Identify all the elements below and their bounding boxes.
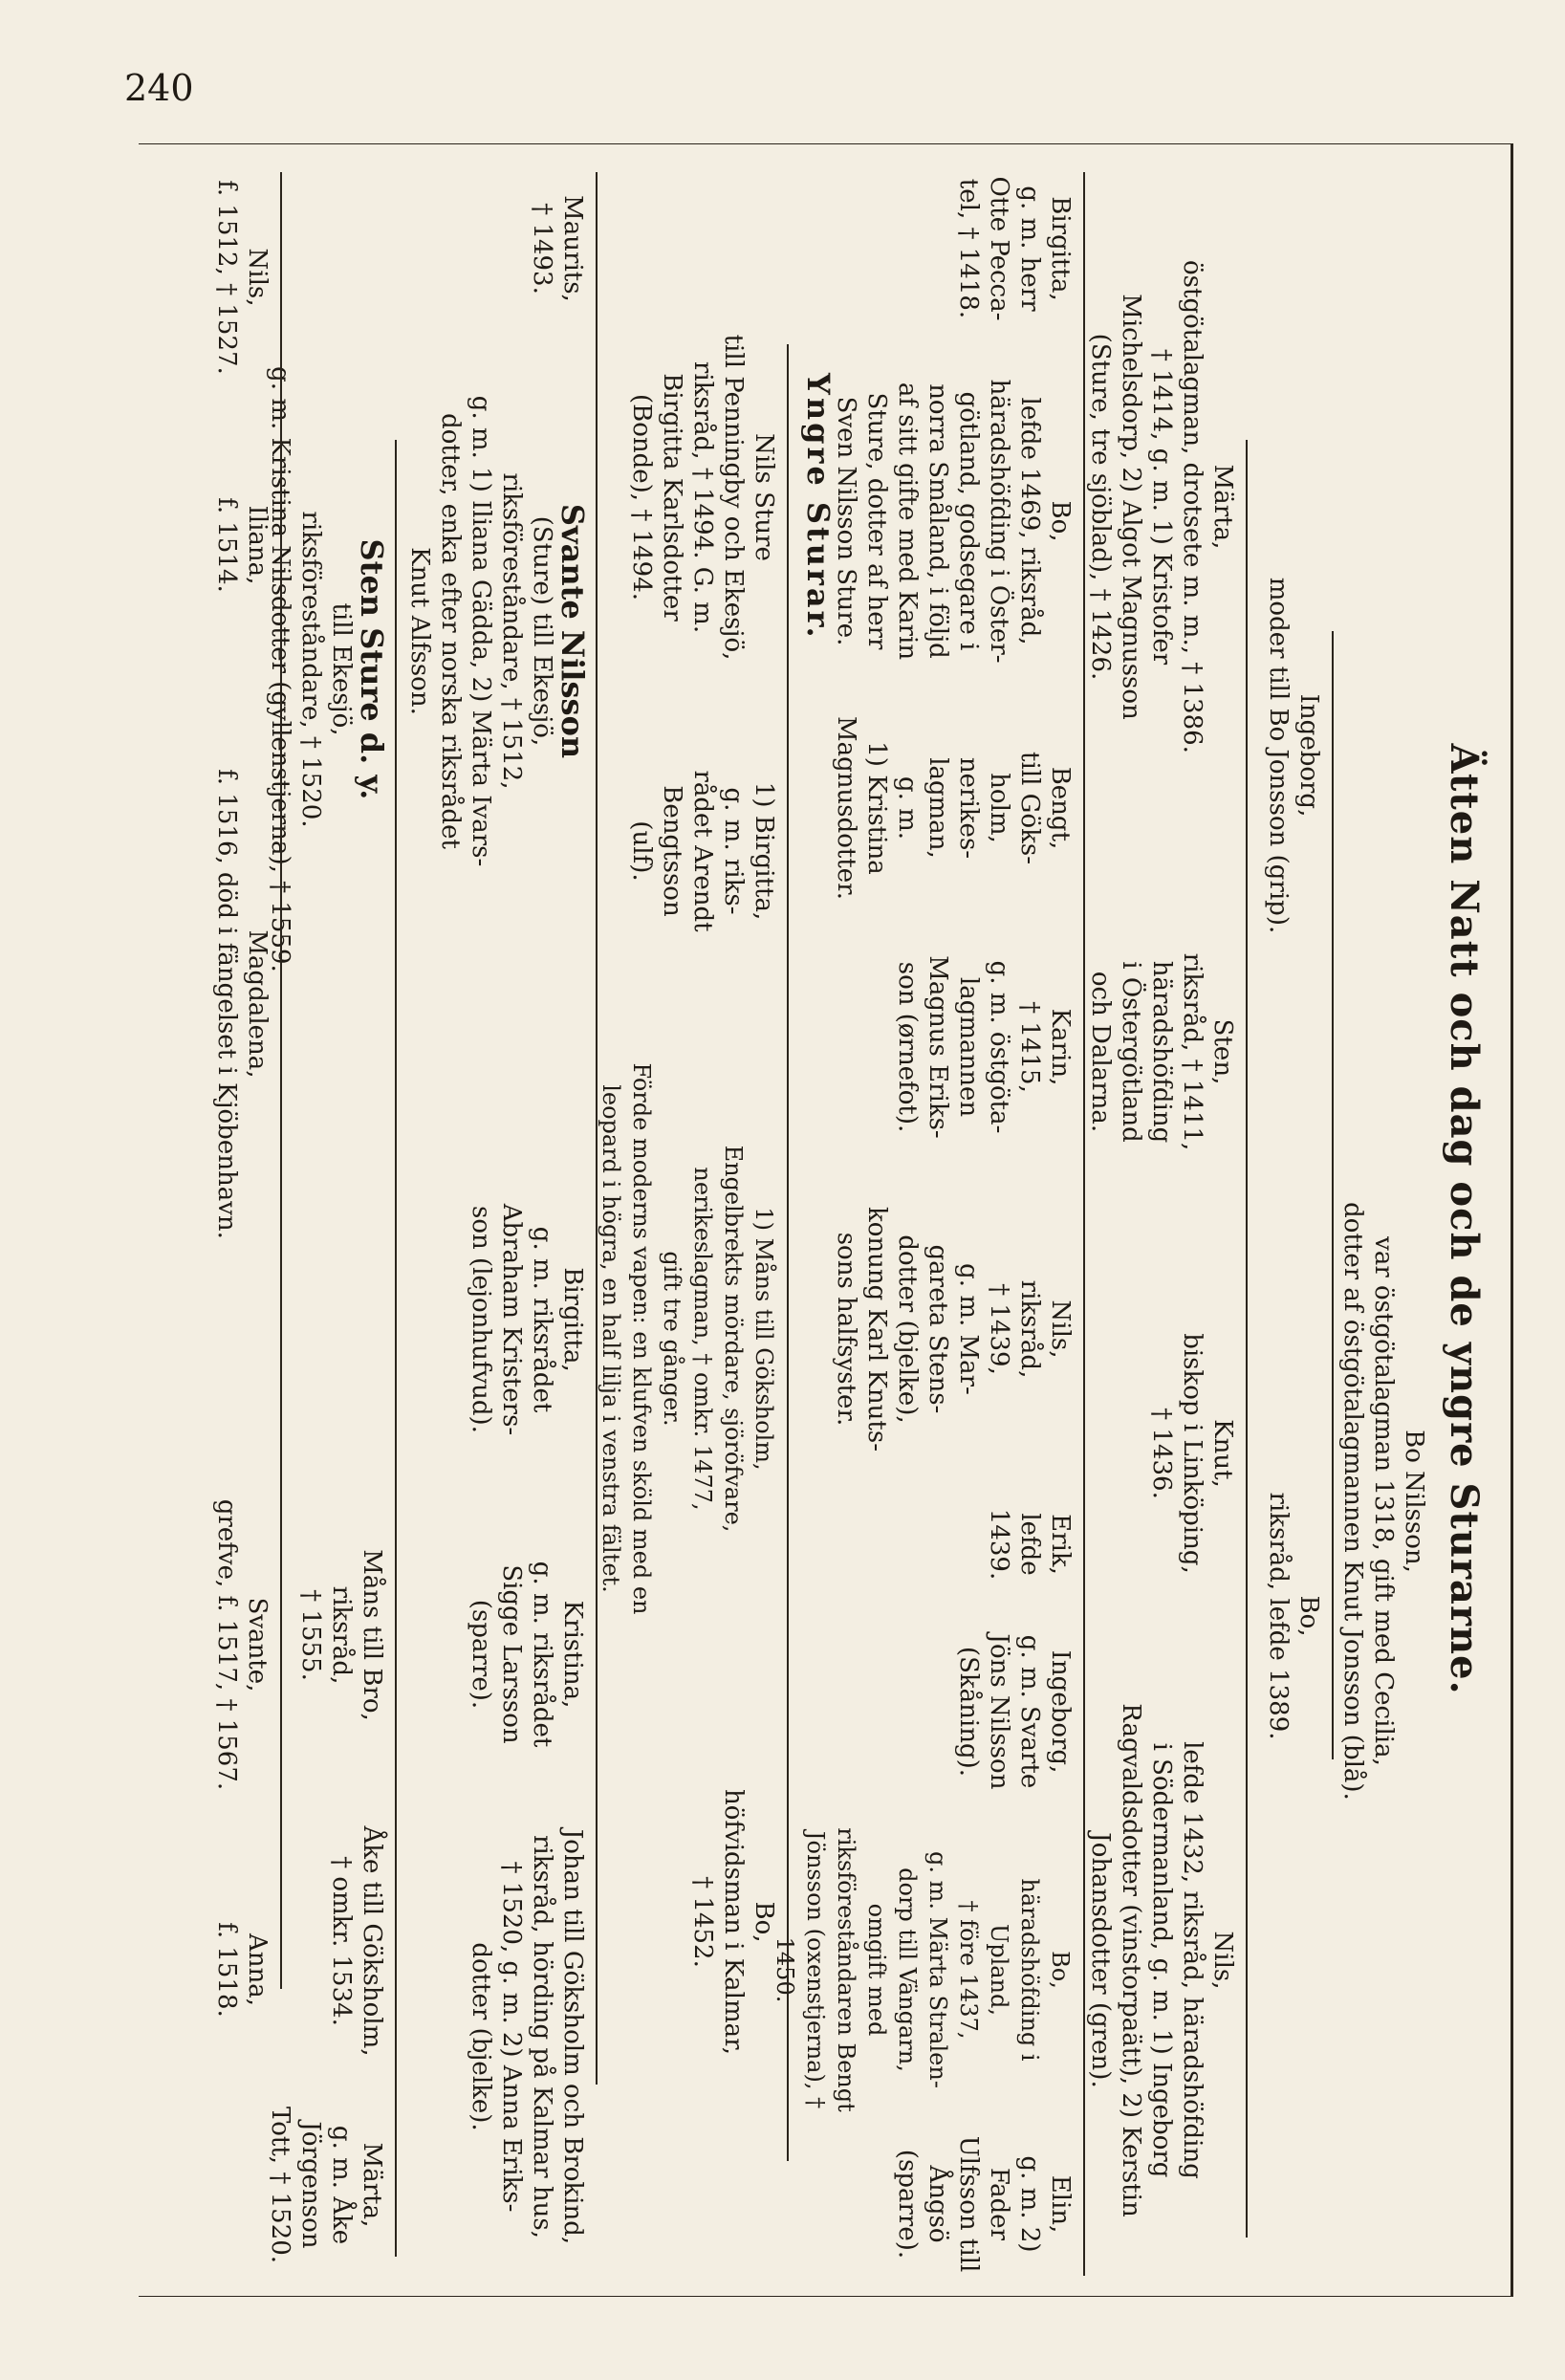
gen7-ake <box>326 1798 387 2085</box>
gen8-desc: f. 1516, död i fängelset i Kjöbenhavn. <box>212 769 241 1239</box>
gen2-ingeborg <box>1263 469 1324 1042</box>
gen5-desc: Engelbrekts mördare, sjöröfvare, nerikeslagman, † omkr. 1477, gift tre gånger. Förde moderns vapen: en klufven sköld med en leopard i högra, en half lilja i venstra fältet. <box>598 1062 747 1615</box>
gen7-connector <box>280 172 282 1989</box>
gen6-kristina <box>466 1511 588 1798</box>
gen4-name: Bo, <box>1047 1951 1074 1989</box>
gen3-name: Knut, <box>1208 1419 1237 1488</box>
gen6-name: Svante Nilsson <box>554 503 591 759</box>
gen4-karin <box>892 918 1076 1176</box>
gen3-knut <box>1146 1253 1238 1654</box>
gen4-desc: † 1415, g. m. östgöta- lagmannen Magnus Eriks- son (ørnefot). <box>893 955 1044 1139</box>
gen6-desc: † 1493. <box>528 203 556 295</box>
gen5-nils-sture <box>626 306 779 688</box>
gen6-name: Birgitta, <box>558 1267 587 1372</box>
gen6-birgitta <box>466 1147 588 1492</box>
gen4-name: Bo, <box>1046 500 1075 542</box>
gen7-desc: till Ekesjö, riksföreståndare, † 1520. g. m. Kristina Nilsdotter (gyllenstjerna), † 1559. <box>266 366 356 972</box>
gen7-name: Märta, <box>358 2142 386 2228</box>
gen5-name: Nils Sture <box>750 433 778 561</box>
gen6-desc: g. m. riksrådet Abraham Kristers- son (lejonhufvud). <box>467 1203 556 1436</box>
gen3-nils <box>1085 1645 1238 2276</box>
gen8-desc: f. 1512, † 1527. <box>212 180 241 375</box>
gen2-desc: moder till Bo Jonsson (grip). <box>1264 577 1293 934</box>
gen3-name: Nils, <box>1208 1931 1237 1990</box>
gen3-desc: biskop i Linköping, † 1436. <box>1147 1333 1206 1574</box>
gen7-name: Måns till Bro, <box>358 1549 386 1721</box>
root-connector <box>1332 631 1334 1759</box>
gen3-connector <box>1083 172 1085 2276</box>
gen3-name: Sten, <box>1208 1018 1237 1085</box>
gen4-desc: riksråd, † 1439, g. m. Mar- gareta Stens- dotter (bjelke), konung Karl Knuts- sons halfsyster. <box>832 1207 1044 1452</box>
gen7-marta <box>265 2085 387 2285</box>
gen4-bo <box>831 344 1076 698</box>
gen8-name: Anna, <box>243 1932 272 2007</box>
gen4-name: Bengt, <box>1046 766 1075 850</box>
gen6-desc: riksråd, hörding på Kalmar hus, † 1520, g. m. 2) Anna Eriks- dotter (bjelke). <box>467 1835 556 2238</box>
gen2-connector <box>1246 440 1248 2238</box>
gen4-ingeborg <box>953 1606 1076 1817</box>
gen4-birgitta <box>953 153 1076 344</box>
gen4-name: Erik, <box>1046 1514 1075 1575</box>
gen8-name: Iliana, <box>243 505 272 585</box>
gen3-desc: östgötalagman, drotsete m. m., † 1386. † 1414, g. m. 1) Kristofer Michelsdorp, 2) Algot Magnusson (Sture, tre sjöblad), † 1426. <box>1086 260 1206 753</box>
gen6-maurits <box>527 172 588 325</box>
yngre-sturar-label: Yngre Sturar. <box>800 373 837 641</box>
gen7-desc: g. m. Åke Jörgenson Tott, † 1520. <box>266 2106 356 2264</box>
gen6-desc: (Sture) till Ekesjö, riksföreståndare, † 1512, g. m. 1) Iliana Gädda, 2) Märta Ivars- dotter, enka efter norska riksrådet Knut Alfsson. <box>405 395 556 867</box>
gen2-desc: riksråd, lefde 1389. <box>1264 1492 1293 1740</box>
gen7-name: Åke till Göksholm, <box>358 1825 386 2057</box>
table-title: Ätten Natt och dag och de yngre Sturarne. <box>1442 743 1487 1695</box>
gen4-nils <box>831 1176 1076 1482</box>
gen7-desc: † omkr. 1534. <box>327 1856 356 2026</box>
page-number: 240 <box>124 67 194 109</box>
gen4-desc: g. m. herr Otte Pecca- tel, † 1418. <box>954 176 1044 321</box>
gen5-name: 1) Birgitta, <box>750 781 778 921</box>
gen5-name: Bo, <box>750 1901 778 1943</box>
gen5-desc: till Penningby och Ekesjö, riksråd, † 1494. G. m. Birgitta Karlsdotter (Bonde), † 1494. <box>627 334 748 661</box>
gen6-name: Maurits, <box>558 195 587 302</box>
gen3-desc: lefde 1432, riksråd, häradshöfding i Södermanland, g. m. 1) Ingeborg Ragvaldsdotter (vinstorpaätt), 2) Kerstin Johansdotter (gren). <box>1086 1703 1206 2217</box>
gen6-connector <box>395 440 397 2257</box>
gen4-name: Nils, <box>1046 1299 1075 1359</box>
gen4-desc: häradshöfding i Upland, † före 1437, g. m. Märta Stralen- dorp till Vängarn, omgift med riksföreståndaren Bengt Jönsson (oxenstjerna), † 1450. <box>772 1827 1043 2112</box>
gen5-desc: g. m. riks- rådet Arendt Bengtsson (ulf). <box>627 770 748 932</box>
gen8-name: Nils, <box>243 248 272 307</box>
gen6-johan <box>466 1798 588 2276</box>
gen8-name: Svante, <box>243 1597 272 1692</box>
gen5-name: 1) Måns till Göksholm, <box>750 1207 777 1471</box>
gen6-svante-nilsson <box>404 344 591 918</box>
root-desc: var östgötalagman 1318, gift med Cecilia, dotter af östgötalagmannen Knut Jonsson (blå). <box>1338 1202 1398 1801</box>
gen4-desc: lefde 1439. <box>985 1508 1044 1581</box>
gen2-name: Ingeborg, <box>1294 693 1323 818</box>
gen5-mans <box>596 994 779 1683</box>
gen8-nils <box>211 153 272 402</box>
gen4-desc: lefde 1469, riksråd, häradshöfding i Öster- götland, godsegare i norra Småland, i följd af sitt gifte med Karin Sture, dotter af herr Sven Nilsson Sture. <box>832 379 1044 664</box>
gen6-name: Johan till Göksholm och Brokind, <box>558 1828 587 2245</box>
gen8-svante <box>211 1453 272 1836</box>
gen4-desc: g. m. Svarte Jöns Nilsson (Skåning). <box>954 1633 1044 1790</box>
gen4-bo-2 <box>770 1817 1076 2123</box>
gen8-name: Magdalena, <box>243 929 272 1079</box>
genealogy-table <box>148 153 1496 2285</box>
root-name: Bo Nilsson, <box>1400 1430 1428 1573</box>
gen4-elin <box>892 2123 1076 2285</box>
gen2-name: Bo, <box>1294 1595 1323 1637</box>
gen5-desc: höfvidsman i Kalmar, † 1452. <box>688 1789 748 2055</box>
gen8-desc: f. 1514. <box>212 497 241 593</box>
gen2-bo <box>1263 1281 1324 1951</box>
gen7-name: Sten Sture d. y. <box>354 538 390 800</box>
gen5-birgitta <box>626 727 779 975</box>
gen4-bengt <box>831 703 1076 913</box>
gen4-connector <box>787 344 789 2161</box>
gen7-desc: riksråd, † 1555. <box>296 1585 356 1685</box>
gen3-marta <box>1085 172 1238 841</box>
gen4-name: Ingeborg, <box>1046 1649 1075 1774</box>
gen4-desc: g. m. 2) Fader Ulfsson till Ångsö (sparre). <box>893 2135 1044 2273</box>
gen4-desc: till Göks- holm, nerikes- lagman, g. m. 1) Kristina Magnusdotter. <box>832 715 1044 901</box>
gen6-name: Kristina, <box>558 1600 587 1709</box>
gen5-connector <box>596 172 598 2085</box>
gen8-desc: grefve, f. 1517, † 1567. <box>212 1498 241 1791</box>
gen4-erik <box>984 1482 1076 1606</box>
gen8-iliana <box>211 440 272 650</box>
gen6-desc: g. m. riksrådet Sigge Larsson (sparre). <box>467 1561 556 1748</box>
gen8-desc: f. 1518. <box>212 1922 241 2018</box>
gen4-name: Birgitta, <box>1046 196 1075 301</box>
gen4-name: Elin, <box>1046 2174 1075 2234</box>
gen7-sten-sture <box>265 344 390 994</box>
gen7-mans <box>295 1492 387 1779</box>
gen8-anna <box>211 1874 272 2065</box>
root-person <box>1337 1109 1429 1893</box>
gen4-name: Karin, <box>1046 1008 1075 1086</box>
gen3-name: Märta, <box>1208 464 1237 550</box>
gen3-sten <box>1085 880 1238 1224</box>
gen5-bo <box>687 1721 779 2123</box>
gen8-magdalena <box>211 708 272 1300</box>
gen3-desc: riksråd, † 1411, häradshöfding i Östergötland och Dalarna. <box>1086 952 1206 1151</box>
